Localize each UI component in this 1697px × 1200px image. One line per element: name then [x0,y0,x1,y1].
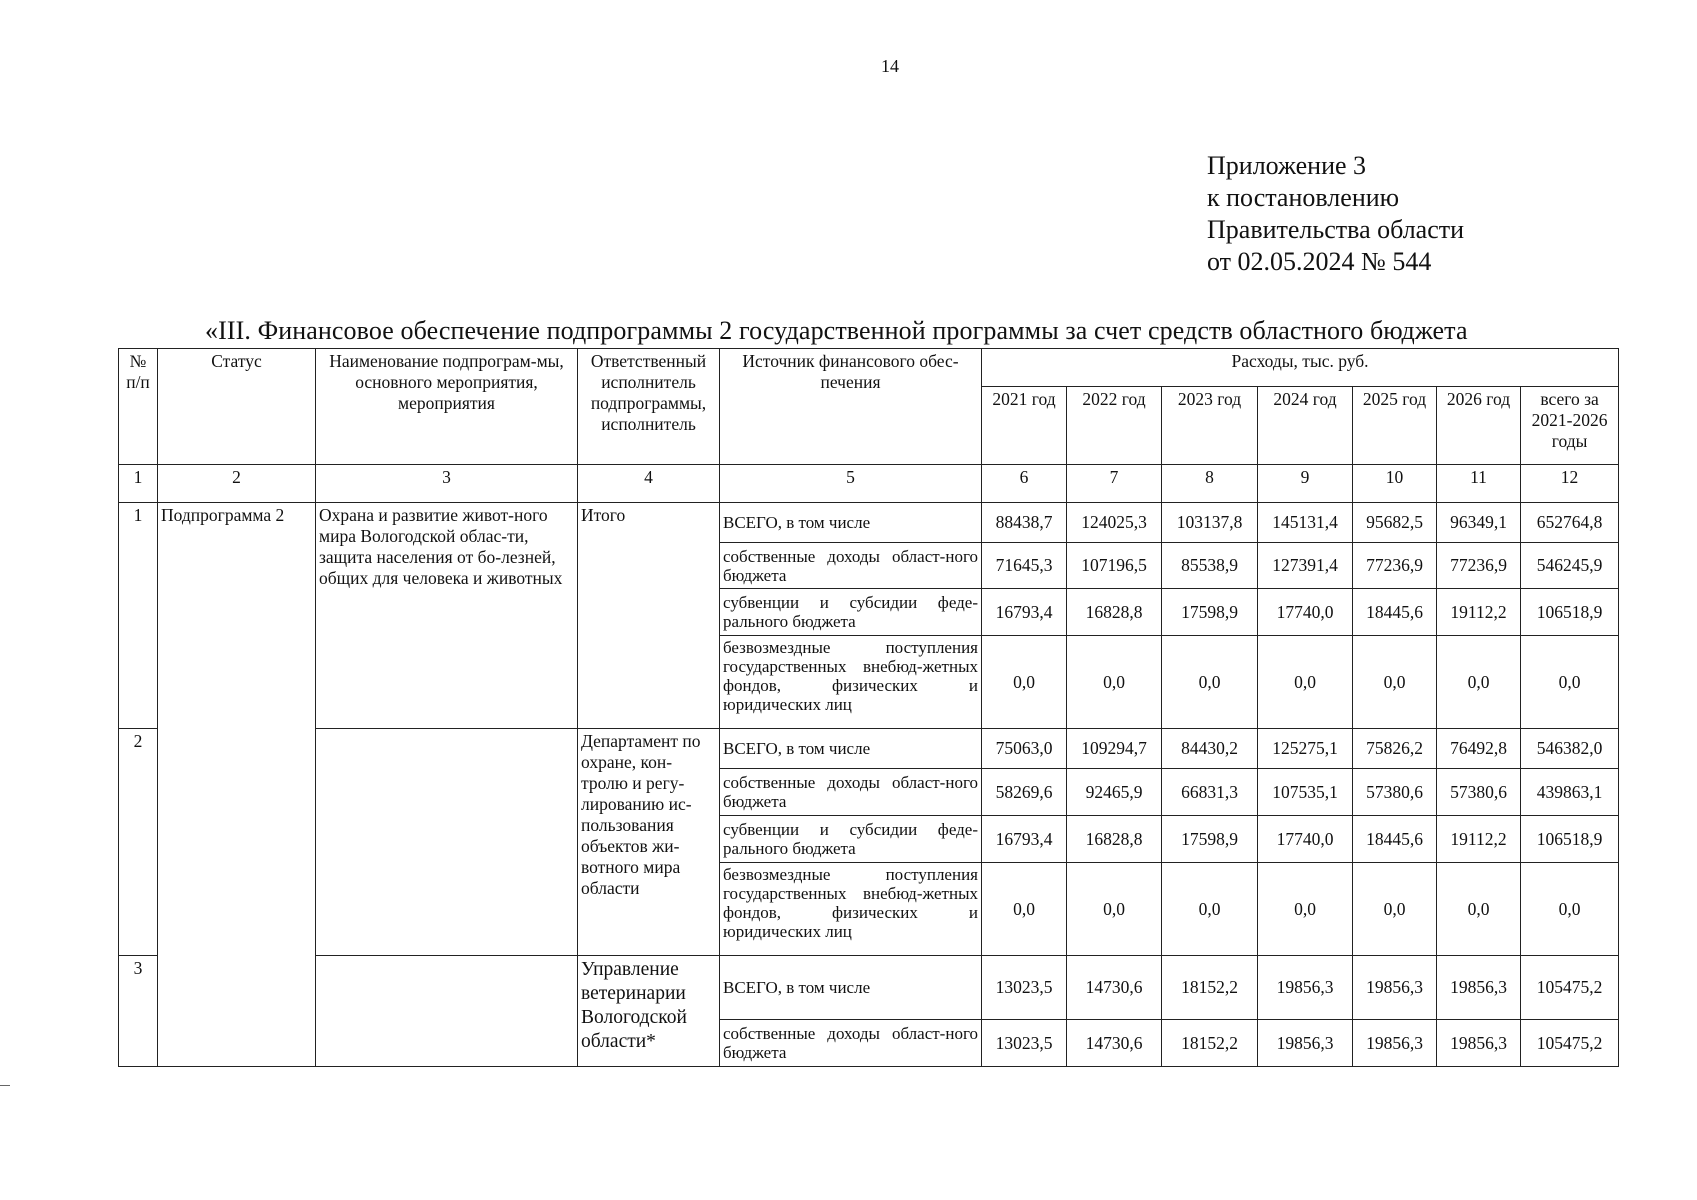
source-cell: субвенции и субсидии феде-рального бюджета [720,589,982,636]
value-cell: 19856,3 [1437,1020,1521,1067]
value-cell: 19112,2 [1437,589,1521,636]
value-cell: 652764,8 [1521,503,1619,543]
source-cell: собственные доходы област-ного бюджета [720,543,982,589]
table-row [119,503,1619,543]
value-cell: 17598,9 [1162,589,1258,636]
value-cell: 19856,3 [1258,1020,1353,1067]
value-cell: 76492,8 [1437,729,1521,769]
value-cell: 17740,0 [1258,589,1353,636]
appendix-line: от 02.05.2024 № 544 [1207,247,1432,276]
value-cell: 107196,5 [1067,543,1162,589]
value-cell: 13023,5 [982,1020,1067,1067]
header-year: 2023 год [1162,387,1258,465]
value-cell: 0,0 [1067,863,1162,956]
appendix-block [1207,150,1464,278]
table-row [119,956,1619,1020]
value-cell: 127391,4 [1258,543,1353,589]
header-year: 2025 год [1353,387,1437,465]
value-cell: 88438,7 [982,503,1067,543]
value-cell: 546382,0 [1521,729,1619,769]
value-cell: 0,0 [1067,636,1162,729]
measure-name [316,729,578,956]
value-cell: 19856,3 [1353,956,1437,1020]
measure-name: Охрана и развитие живот-ного мира Вологодской облас-ти, защита населения от бо-лезней, общих для человека и животных [316,503,578,729]
value-cell: 439863,1 [1521,769,1619,816]
value-cell: 71645,3 [982,543,1067,589]
value-cell: 13023,5 [982,956,1067,1020]
value-cell: 0,0 [1162,863,1258,956]
column-number: 2 [158,465,316,503]
value-cell: 77236,9 [1437,543,1521,589]
source-cell: собственные доходы област-ного бюджета [720,769,982,816]
header-year: 2021 год [982,387,1067,465]
row-num: 3 [119,956,158,1067]
value-cell: 0,0 [1437,863,1521,956]
source-cell: ВСЕГО, в том числе [720,956,982,1020]
value-cell: 18152,2 [1162,1020,1258,1067]
value-cell: 0,0 [1521,863,1619,956]
value-cell: 66831,3 [1162,769,1258,816]
header-source: Источник финансового обес-печения [720,349,982,465]
value-cell: 17598,9 [1162,816,1258,863]
header-num: № п/п [119,349,158,465]
value-cell: 109294,7 [1067,729,1162,769]
source-cell: ВСЕГО, в том числе [720,729,982,769]
source-cell: ВСЕГО, в том числе [720,503,982,543]
executor-cell: Департамент по охране, кон-тролю и регу-лированию ис-пользования объектов жи-вотного мира области [578,729,720,956]
value-cell: 75826,2 [1353,729,1437,769]
column-number: 6 [982,465,1067,503]
value-cell: 0,0 [1521,636,1619,729]
source-cell: собственные доходы област-ного бюджета [720,1020,982,1067]
source-cell: субвенции и субсидии феде-рального бюджета [720,816,982,863]
value-cell: 58269,6 [982,769,1067,816]
header-executor: Ответственный исполнитель подпрограммы, исполнитель [578,349,720,465]
header-year: 2024 год [1258,387,1353,465]
column-number: 12 [1521,465,1619,503]
column-number: 8 [1162,465,1258,503]
value-cell: 0,0 [982,863,1067,956]
value-cell: 105475,2 [1521,1020,1619,1067]
value-cell: 57380,6 [1353,769,1437,816]
value-cell: 95682,5 [1353,503,1437,543]
value-cell: 16828,8 [1067,589,1162,636]
table-title: «III. Финансовое обеспечение подпрограммы 2 государственной программы за счет средств областного бюджета [205,316,1468,345]
column-number: 10 [1353,465,1437,503]
value-cell: 145131,4 [1258,503,1353,543]
value-cell: 19856,3 [1437,956,1521,1020]
value-cell: 19856,3 [1353,1020,1437,1067]
column-number: 5 [720,465,982,503]
header-expenses: Расходы, тыс. руб. [982,349,1619,387]
value-cell: 124025,3 [1067,503,1162,543]
header-status: Статус [158,349,316,465]
status-cell: Подпрограмма 2 [158,503,316,1067]
value-cell: 0,0 [982,636,1067,729]
value-cell: 0,0 [1353,636,1437,729]
value-cell: 96349,1 [1437,503,1521,543]
value-cell: 16828,8 [1067,816,1162,863]
header-year-total: всего за 2021-2026 годы [1521,387,1619,465]
appendix-line: к постановлению [1207,183,1400,212]
value-cell: 19856,3 [1258,956,1353,1020]
value-cell: 107535,1 [1258,769,1353,816]
column-number: 1 [119,465,158,503]
value-cell: 0,0 [1258,863,1353,956]
value-cell: 57380,6 [1437,769,1521,816]
value-cell: 0,0 [1258,636,1353,729]
column-number: 4 [578,465,720,503]
executor-cell: Итого [578,503,720,729]
value-cell: 77236,9 [1353,543,1437,589]
measure-name [316,956,578,1067]
row-num: 2 [119,729,158,956]
value-cell: 0,0 [1162,636,1258,729]
value-cell: 85538,9 [1162,543,1258,589]
appendix-line: Приложение 3 [1207,151,1367,180]
value-cell: 106518,9 [1521,816,1619,863]
value-cell: 16793,4 [982,816,1067,863]
value-cell: 18445,6 [1353,589,1437,636]
column-number: 7 [1067,465,1162,503]
page-number: 14 [881,56,899,76]
value-cell: 75063,0 [982,729,1067,769]
executor-cell: Управление ветеринарии Вологодской области* [578,956,720,1067]
value-cell: 546245,9 [1521,543,1619,589]
header-name: Наименование подпрограм-мы, основного мероприятия, мероприятия [316,349,578,465]
financing-table [118,348,1619,1067]
value-cell: 18445,6 [1353,816,1437,863]
value-cell: 106518,9 [1521,589,1619,636]
header-year: 2026 год [1437,387,1521,465]
row-num: 1 [119,503,158,729]
value-cell: 17740,0 [1258,816,1353,863]
value-cell: 0,0 [1437,636,1521,729]
column-number: 9 [1258,465,1353,503]
value-cell: 14730,6 [1067,956,1162,1020]
value-cell: 103137,8 [1162,503,1258,543]
table-row [119,729,1619,769]
value-cell: 105475,2 [1521,956,1619,1020]
value-cell: 16793,4 [982,589,1067,636]
value-cell: 19112,2 [1437,816,1521,863]
value-cell: 84430,2 [1162,729,1258,769]
appendix-line: Правительства области [1207,215,1465,244]
column-number: 11 [1437,465,1521,503]
value-cell: 14730,6 [1067,1020,1162,1067]
scan-margin-mark [0,1085,10,1086]
value-cell: 18152,2 [1162,956,1258,1020]
value-cell: 0,0 [1353,863,1437,956]
value-cell: 125275,1 [1258,729,1353,769]
header-year: 2022 год [1067,387,1162,465]
value-cell: 92465,9 [1067,769,1162,816]
source-cell: безвозмездные поступления государственных внебюд-жетных фондов, физических и юридических лиц [720,636,982,729]
column-number: 3 [316,465,578,503]
source-cell: безвозмездные поступления государственных внебюд-жетных фондов, физических и юридических лиц [720,863,982,956]
